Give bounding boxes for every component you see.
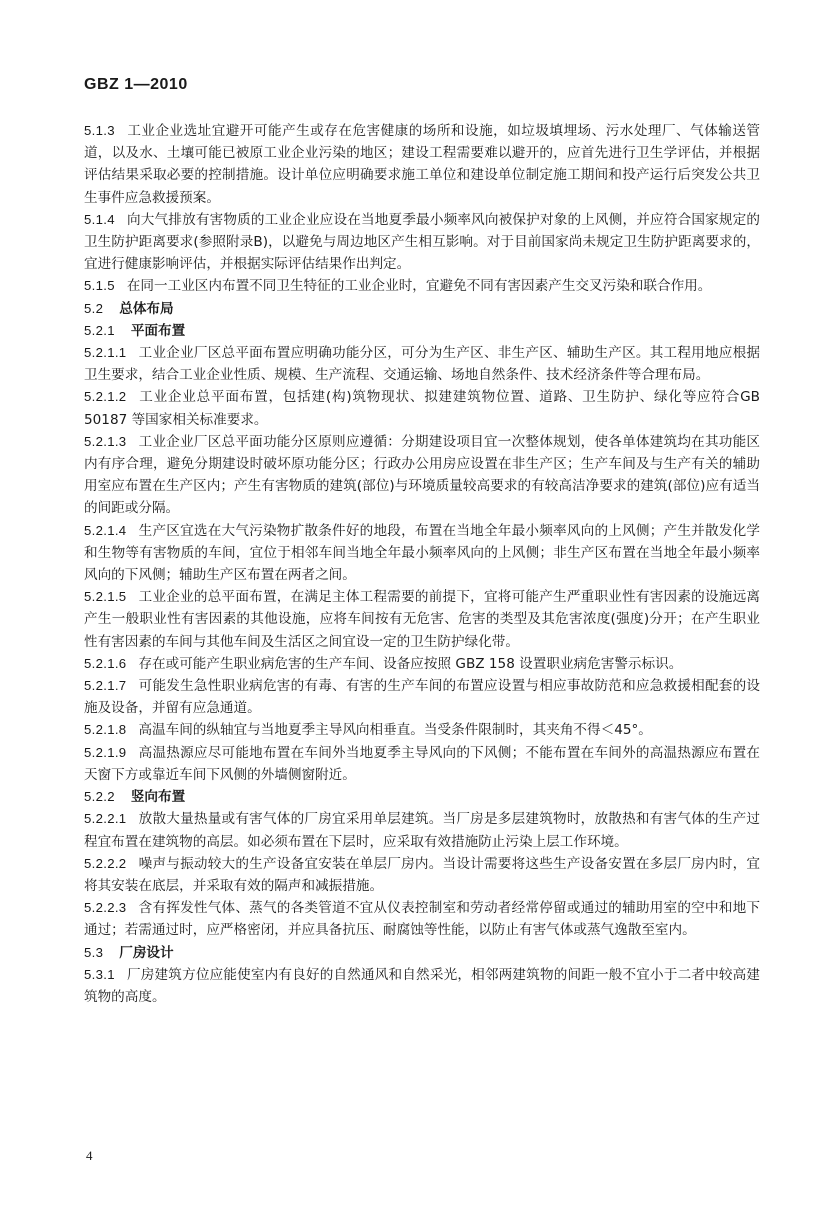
section-heading <box>84 942 760 964</box>
clause-paragraph <box>84 897 760 941</box>
clause-number: 5.2 <box>84 300 104 316</box>
document-body <box>84 120 760 1008</box>
clause-paragraph <box>84 342 760 386</box>
clause-number: 5.2.1.1 <box>84 345 127 361</box>
clause-paragraph <box>84 808 760 852</box>
section-heading <box>84 298 760 320</box>
clause-text: 向大气排放有害物质的工业企业应设在当地夏季最小频率风向被保护对象的上风侧，并应符合国家规定的卫生防护距离要求(参照附录B)，以避免与周边地区产生相互影响。对于目前国家尚未规定卫生防护距离要求的，宜进行健康影响评估，并根据实际评估结果作出判定。 <box>84 211 760 273</box>
clause-text: 含有挥发性气体、蒸气的各类管道不宜从仪表控制室和劳动者经常停留或通过的辅助用室的空中和地下通过；若需通过时，应严格密闭，并应具备抗压、耐腐蚀等性能，以防止有害气体或蒸气逸散至室内。 <box>84 900 760 939</box>
clause-text: 工业企业厂区总平面功能分区原则应遵循：分期建设项目宜一次整体规划，使各单体建筑均在其功能区内有序合理，避免分期建设时破坏原功能分区；行政办公用房应设置在非生产区；生产车间及与生产有关的辅助用室应布置在生产区内；产生有害物质的建筑(部位)与环境质量较高要求的有较高洁净要求的建筑(部位)应有适当的间距或分隔。 <box>84 433 760 517</box>
section-heading <box>84 320 760 342</box>
clause-paragraph <box>84 386 760 430</box>
clause-number: 5.2.2.1 <box>84 811 127 827</box>
clause-text: 厂房建筑方位应能使室内有良好的自然通风和自然采光，相邻两建筑物的间距一般不宜小于二者中较高建筑物的高度。 <box>84 966 760 1005</box>
clause-number: 5.2.1 <box>84 322 115 338</box>
clause-number: 5.2.2 <box>84 789 115 805</box>
clause-text: 工业企业选址宜避开可能产生或存在危害健康的场所和设施，如垃圾填埋场、污水处理厂、气体输送管道，以及水、土壤可能已被原工业企业污染的地区；建设工程需要难以避开的，应首先进行卫生学评估，并根据评估结果采取必要的控制措施。设计单位应明确要求施工单位和建设单位制定施工期间和投产运行后突发公共卫生事件应急救援预案。 <box>84 123 760 206</box>
clause-number: 5.1.3 <box>84 123 115 138</box>
clause-paragraph <box>84 719 760 741</box>
clause-text: 在同一工业区内布置不同卫生特征的工业企业时，宜避免不同有害因素产生交叉污染和联合作用。 <box>126 278 712 295</box>
heading-text: 厂房设计 <box>119 944 174 961</box>
clause-number: 5.1.5 <box>84 278 115 294</box>
clause-paragraph <box>84 586 760 653</box>
clause-paragraph <box>84 431 760 520</box>
clause-text: 工业企业总平面布置，包括建(构)筑物现状、拟建建筑物位置、道路、卫生防护、绿化等应符合GB 50187 等国家相关标准要求。 <box>84 389 760 428</box>
clause-paragraph <box>84 520 760 587</box>
clause-text: 生产区宜选在大气污染物扩散条件好的地段，布置在当地全年最小频率风向的上风侧；产生并散发化学和生物等有害物质的车间，宜位于相邻车间当地全年最小频率风向的上风侧；非生产区布置在当地全年最小频率风向的下风侧；辅助生产区布置在两者之间。 <box>84 522 760 584</box>
clause-text: 高温车间的纵轴宜与当地夏季主导风向相垂直。当受条件限制时，其夹角不得＜45°。 <box>138 722 652 739</box>
clause-paragraph <box>84 653 760 675</box>
clause-number: 5.2.2.3 <box>84 900 127 916</box>
clause-paragraph <box>84 120 760 209</box>
clause-paragraph <box>84 964 760 1008</box>
clause-text: 存在或可能产生职业病危害的生产车间、设备应按照 GBZ 158 设置职业病危害警示标识。 <box>138 655 683 672</box>
clause-number: 5.2.1.6 <box>84 655 127 671</box>
clause-number: 5.2.1.5 <box>84 589 127 605</box>
standard-code: GBZ 1—2010 <box>84 76 188 93</box>
clause-paragraph <box>84 209 760 276</box>
heading-text: 竖向布置 <box>130 789 186 806</box>
heading-text: 平面布置 <box>130 322 186 339</box>
clause-text: 高温热源应尽可能地布置在车间外当地夏季主导风向的下风侧；不能布置在车间外的高温热源应布置在天窗下方或靠近车间下风侧的外墙侧窗附近。 <box>84 744 760 783</box>
clause-number: 5.2.1.8 <box>84 722 127 738</box>
clause-number: 5.3.1 <box>84 966 115 982</box>
clause-number: 5.2.1.7 <box>84 678 127 694</box>
clause-number: 5.2.1.2 <box>84 389 127 405</box>
clause-number: 5.2.2.2 <box>84 855 127 871</box>
clause-number: 5.2.1.3 <box>84 433 127 449</box>
clause-text: 工业企业厂区总平面布置应明确功能分区，可分为生产区、非生产区、辅助生产区。其工程用地应根据卫生要求，结合工业企业性质、规模、生产流程、交通运输、场地自然条件、技术经济条件等合理布局。 <box>84 345 760 384</box>
clause-number: 5.1.4 <box>84 211 115 227</box>
clause-number: 5.2.1.4 <box>84 522 127 538</box>
clause-paragraph <box>84 742 760 786</box>
clause-paragraph <box>84 675 760 719</box>
clause-text: 放散大量热量或有害气体的厂房宜采用单层建筑。当厂房是多层建筑物时，放散热和有害气体的生产过程宜布置在建筑物的高层。如必须布置在下层时，应采取有效措施防止污染上层工作环境。 <box>84 811 760 850</box>
clause-paragraph <box>84 275 760 297</box>
clause-paragraph <box>84 853 760 897</box>
clause-number: 5.2.1.9 <box>84 744 127 760</box>
clause-number: 5.3 <box>84 944 104 960</box>
clause-text: 可能发生急性职业病危害的有毒、有害的生产车间的布置应设置与相应事故防范和应急救援相配套的设施及设备，并留有应急通道。 <box>84 678 760 717</box>
section-heading <box>84 786 760 808</box>
page-number: 4 <box>86 1148 93 1163</box>
heading-text: 总体布局 <box>119 300 174 317</box>
clause-text: 噪声与振动较大的生产设备宜安装在单层厂房内。当设计需要将这些生产设备安置在多层厂房内时，宜将其安装在底层，并采取有效的隔声和减振措施。 <box>84 855 760 894</box>
clause-text: 工业企业的总平面布置，在满足主体工程需要的前提下，宜将可能产生严重职业性有害因素的设施远离产生一般职业性有害因素的其他设施，应将车间按有无危害、危害的类型及其危害浓度(强度)分开；在产生职业性有害因素的车间与其他车间及生活区之间宜设一定的卫生防护绿化带。 <box>84 589 760 650</box>
